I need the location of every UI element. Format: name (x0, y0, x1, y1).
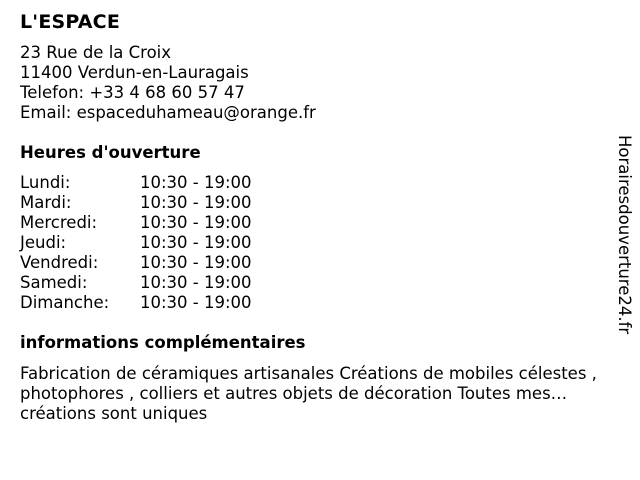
time-value: 10:30 - 19:00 (140, 293, 252, 312)
day-label: Vendredi: (20, 253, 99, 272)
time-value: 10:30 - 19:00 (140, 233, 252, 252)
info-heading: informations complémentaires (20, 333, 306, 352)
time-value: 10:30 - 19:00 (140, 253, 252, 272)
day-label: Lundi: (20, 173, 71, 192)
address-city: 11400 Verdun-en-Lauragais (20, 63, 249, 82)
day-label: Jeudi: (20, 233, 67, 252)
contact-block (20, 43, 632, 123)
day-label: Mercredi: (20, 213, 98, 232)
email-text: Email: espaceduhameau@orange.fr (20, 103, 316, 122)
day-label: Dimanche: (20, 293, 110, 312)
hours-table (20, 173, 632, 313)
day-label: Samedi: (20, 273, 88, 292)
hours-row-tuesday (20, 193, 632, 213)
time-value: 10:30 - 19:00 (140, 173, 252, 192)
time-value: 10:30 - 19:00 (140, 213, 252, 232)
hours-row-thursday (20, 233, 632, 253)
time-value: 10:30 - 19:00 (140, 273, 252, 292)
info-description: Fabrication de céramiques artisanales Créations de mobiles célestes , photophores , colliers et autres objets de décoration Toutes mes créations sont uniques (20, 364, 597, 423)
day-label: Mardi: (20, 193, 72, 212)
address-street: 23 Rue de la Croix (20, 43, 172, 62)
phone-text: Telefon: +33 4 68 60 57 47 (20, 83, 245, 102)
hours-heading: Heures d'ouverture (20, 143, 201, 162)
business-card (20, 10, 632, 423)
time-value: 10:30 - 19:00 (140, 193, 252, 212)
hours-row-sunday (20, 293, 632, 313)
business-name: L'ESPACE (20, 11, 120, 33)
hours-row-wednesday (20, 213, 632, 233)
hours-row-friday (20, 253, 632, 273)
site-watermark: Horairesdouverture24.fr (615, 135, 634, 335)
hours-row-monday (20, 173, 632, 193)
hours-row-saturday (20, 273, 632, 293)
